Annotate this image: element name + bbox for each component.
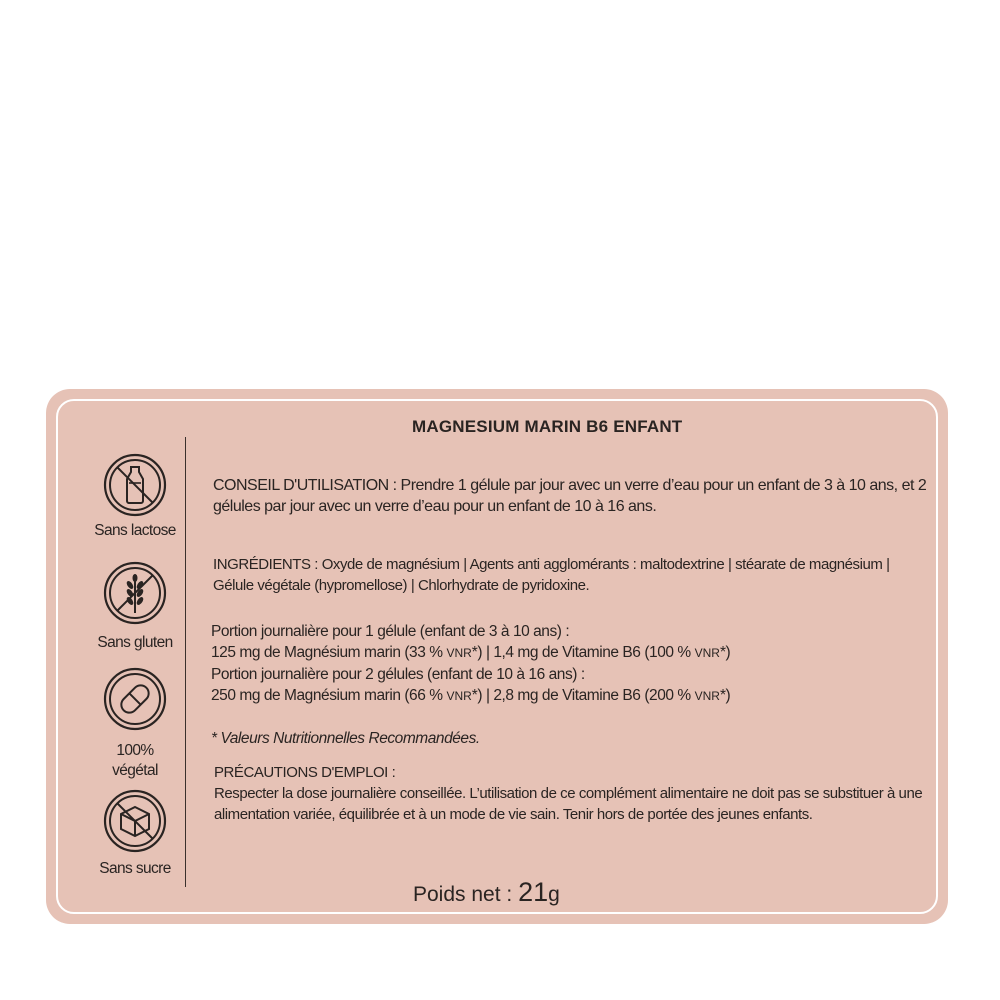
badge-label-line1: 100% [116, 742, 154, 759]
capsule-icon [103, 667, 167, 731]
product-title: MAGNESIUM MARIN B6 ENFANT [412, 417, 683, 436]
portion-1-title: Portion journalière pour 1 gélule (enfant de 3 à 10 ans) : [211, 623, 570, 640]
badge-vegetal [75, 667, 195, 781]
vnr-abbrev: VNR [694, 646, 720, 660]
portion-2-values [211, 685, 931, 707]
vnr-abbrev: VNR [694, 689, 720, 703]
badge-label-line2: végétal [112, 762, 158, 779]
precautions-heading: PRÉCAUTIONS D'EMPLOI : [214, 764, 396, 781]
vnr-abbrev: VNR [446, 689, 472, 703]
product-label [46, 389, 948, 924]
footnote: * Valeurs Nutritionnelles Recommandées. [211, 730, 480, 747]
portion-2-title: Portion journalière pour 2 gélules (enfant de 10 à 16 ans) : [211, 666, 585, 683]
badge-sans-lactose [75, 453, 195, 541]
badge-sans-gluten [75, 561, 195, 653]
portion-close: *) [719, 687, 731, 704]
conseil-text: Prendre 1 gélule par jour avec un verre d’eau pour un enfant de 3 à 10 ans, et 2 gélules par jour avec un verre d’eau pour un enfant de 10 à 16 ans. [213, 477, 927, 515]
conseil-section [213, 475, 933, 517]
portions-section [211, 621, 931, 707]
badge-label: Sans lactose [94, 522, 176, 539]
ingredients-section [213, 554, 933, 596]
badge-label: Sans gluten [97, 634, 173, 651]
portion-1-magnesium: 125 mg de Magnésium marin (33 % [211, 644, 447, 661]
no-milk-bottle-icon [103, 453, 167, 517]
conseil-heading: CONSEIL D'UTILISATION : [213, 477, 401, 494]
badge-label: Sans sucre [99, 860, 171, 877]
portion-1-values [211, 642, 931, 664]
badge-sans-sucre [75, 789, 195, 879]
net-weight-label: Poids net : [413, 883, 519, 906]
portion-2-vitamin: *) | 2,8 mg de Vitamine B6 (200 % [471, 687, 695, 704]
column-divider [185, 437, 186, 887]
vnr-abbrev: VNR [446, 646, 472, 660]
net-weight-unit: g [548, 883, 560, 906]
portion-2-magnesium: 250 mg de Magnésium marin (66 % [211, 687, 447, 704]
no-sugar-cube-icon [103, 789, 167, 853]
precautions-text: Respecter la dose journalière conseillée. L’utilisation de ce complément alimentaire ne doit pas se substituer à une alimentation variée, équilibrée et à un mode de vie sain. Tenir hors de portée des jeunes enfants. [214, 785, 923, 823]
portion-1-vitamin: *) | 1,4 mg de Vitamine B6 (100 % [471, 644, 695, 661]
net-weight [413, 877, 560, 908]
no-wheat-icon [103, 561, 167, 625]
portion-close: *) [719, 644, 731, 661]
net-weight-value: 21 [518, 877, 549, 907]
ingredients-heading: INGRÉDIENTS : [213, 556, 322, 573]
precautions-section [214, 762, 934, 825]
ingredients-text: Oxyde de magnésium | Agents anti agglomérants : maltodextrine | stéarate de magnésium | Gélule végétale (hypromellose) | Chlorhydrate de pyridoxine. [213, 556, 890, 594]
